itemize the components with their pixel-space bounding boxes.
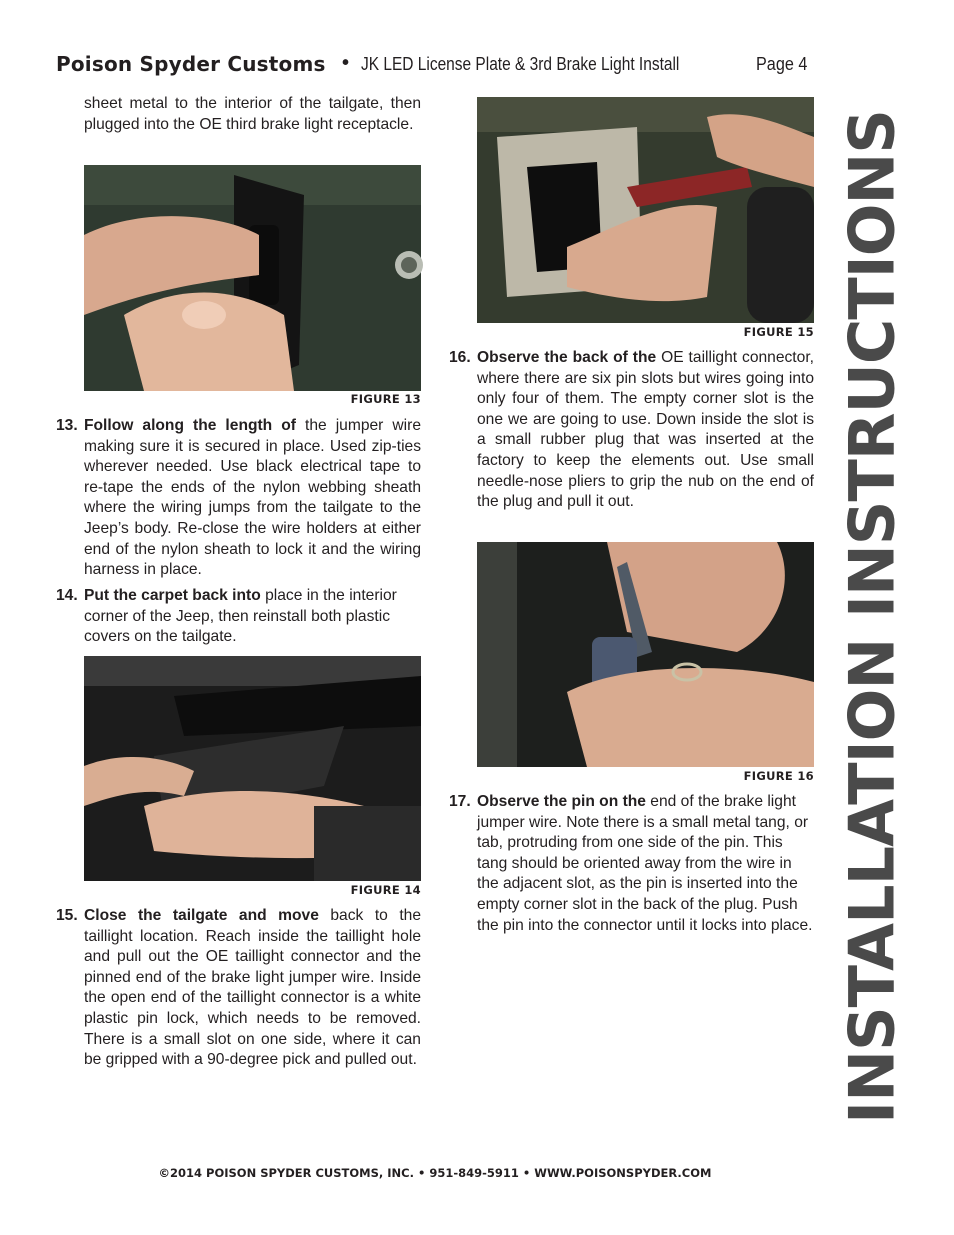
step-14-text [84, 586, 421, 648]
step-14-lead: Put the carpet back into [84, 587, 261, 604]
step-13 [56, 416, 421, 580]
step-15-number: 15. [56, 907, 78, 924]
page-header [56, 50, 816, 80]
figure-16-caption: FIGURE 16 [743, 769, 814, 783]
step-15-body: back to the taillight location. Reach inside the taillight hole and pull out the OE taillight connector and the pinned end of the brake light jumper wire. Inside the open end of the taillight connector is a white plastic pin lock, which needs to be removed. There is a small slot on one side, where it can be gripped with a 90-degree pick and pulled out. [84, 907, 421, 1069]
step-17 [449, 792, 814, 956]
step-17-number: 17. [449, 793, 471, 810]
document-title: JK LED License Plate & 3rd Brake Light Install [361, 54, 680, 74]
step-14 [56, 586, 421, 650]
brand-name: Poison Spyder Customs [56, 52, 326, 76]
step-17-text [477, 792, 814, 936]
step-16-text [477, 348, 814, 513]
figure-13-caption: FIGURE 13 [350, 392, 421, 406]
step-13-number: 13. [56, 417, 78, 434]
intro-paragraph: sheet metal to the interior of the tailgate, then plugged into the OE third brake light receptacle. [84, 95, 421, 133]
step-16-number: 16. [449, 349, 471, 366]
step-16-body: OE taillight connector, where there are six pin slots but wires going into only four of them. The empty corner slot is the one we are going to use. Down inside the slot is a small rubber plug that was inserted at the factory to keep the elements out. Use small needle-nose pliers to grip the nub on the end of the plug and pull it out. [477, 349, 814, 511]
figure-13-photo [84, 165, 421, 391]
step-13-text [84, 416, 421, 581]
step-13-lead: Follow along the length of [84, 417, 296, 434]
step-15-text [84, 906, 421, 1071]
figure-16-photo [477, 542, 814, 767]
side-banner [835, 62, 909, 1172]
step-13-body: the jumper wire making sure it is secured in place. Used zip-ties wherever needed. Use black electrical tape to re-tape the ends of the nylon webbing sheath where the wiring jumps from the tailgate to the Jeep’s body. Re-close the wire holders at either end of the nylon sheath to lock it and the wiring harness in place. [84, 417, 421, 579]
step-14-body: place in the interior corner of the Jeep, then reinstall both plastic covers on the tailgate. [84, 587, 397, 646]
page-footer: ©2014 POISON SPYDER CUSTOMS, INC. • 951-849-5911 • WWW.POISONSPYDER.COM [158, 1166, 712, 1180]
step-17-lead: Observe the pin on the [477, 793, 646, 810]
header-bullet: • [342, 52, 350, 74]
side-banner-text: INSTALLATION INSTRUCTIONS [835, 110, 909, 1124]
figure-15-photo [477, 97, 814, 323]
step-16 [449, 348, 814, 533]
step-15 [56, 906, 421, 1091]
step-14-number: 14. [56, 587, 78, 604]
step-15-lead: Close the tailgate and move [84, 907, 319, 924]
figure-14-photo [84, 656, 421, 881]
figure-14-caption: FIGURE 14 [350, 883, 421, 897]
page-number: Page 4 [756, 54, 808, 74]
figure-15-caption: FIGURE 15 [743, 325, 814, 339]
step-16-lead: Observe the back of the [477, 349, 657, 366]
step-17-body: end of the brake light jumper wire. Note there is a small metal tang, or tab, protruding from one side of the pin. This tang should be oriented away from the wire in the adjacent slot, as the pin is inserted into the empty corner slot in the back of the plug. Push the pin into the connector until it locks into place. [477, 793, 813, 934]
